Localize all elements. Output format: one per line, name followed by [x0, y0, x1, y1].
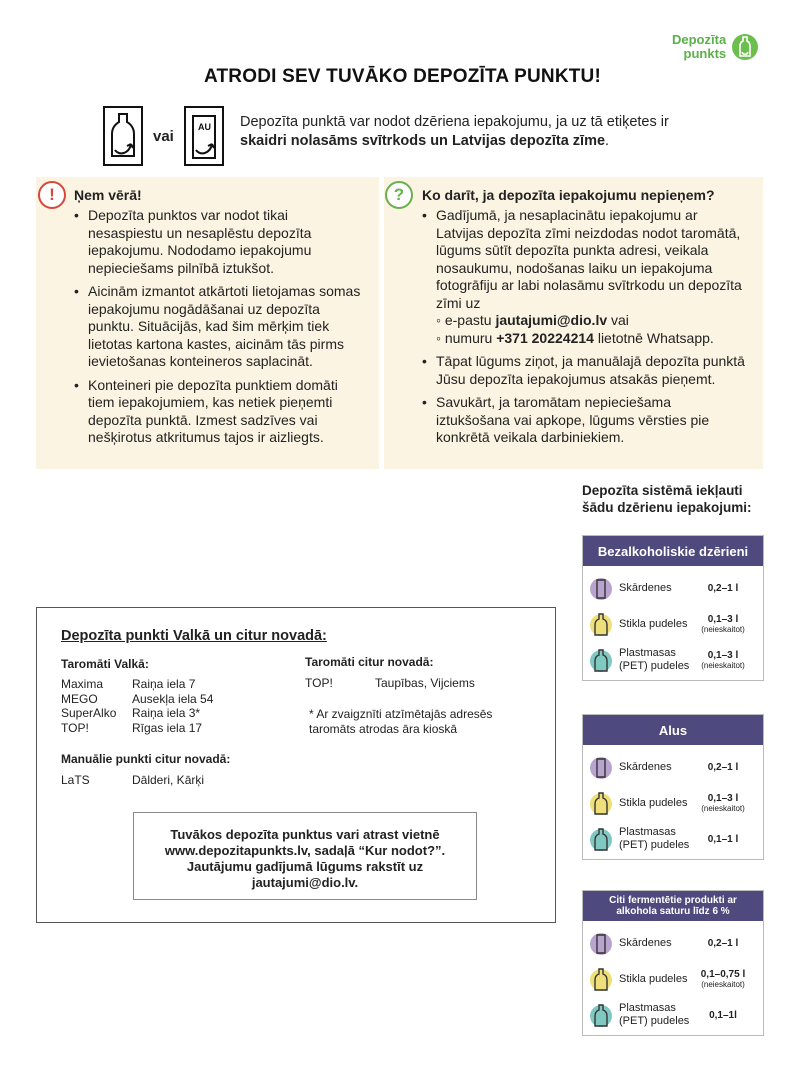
- row-note: (neieskaitot): [701, 980, 745, 989]
- phone-post: lietotnē Whatsapp.: [593, 329, 714, 346]
- can-icon: [589, 754, 613, 780]
- row-name: Plastmasas (PET) pudeles: [619, 826, 690, 851]
- note-box: [36, 177, 379, 469]
- row-name: Skārdenes: [619, 581, 672, 594]
- category-row: [583, 925, 763, 961]
- footnote: * Ar zvaigznīti atzīmētajās adresēs taromāts atrodas āra kioskā: [309, 707, 493, 736]
- note-item: • Konteineri pie depozīta punktiem domāti tiem iepakojumiem, kas netiek pieņemti depozīta punktā. Izmest sadzīves vai nešķirotus atkritumus tajos ir aizliegts.: [74, 377, 363, 447]
- warning-icon: !: [38, 181, 66, 209]
- category-soft-drinks: [582, 535, 764, 681]
- locations-panel: [36, 607, 556, 923]
- glass-bottle-icon: [589, 611, 613, 637]
- valka-shops: [61, 677, 133, 735]
- category-row: [583, 821, 763, 857]
- system-title: Depozīta sistēmā iekļauti šādu dzērienu iepakojumi:: [582, 483, 752, 515]
- row-name: Plastmasas (PET) pudeles: [619, 647, 690, 672]
- note-item: • Aicinām izmantot atkārtoti lietojamas somas iepakojumu nogādāšanai uz depozīta punktu. Situācijās, kad šim mērķim tiek lietotas kartona kastes, aicinām tās pirms ievietošanas konteineros saplacināt.: [74, 283, 363, 371]
- note-item: • Depozīta punktos var nodot tikai nesaspiestu un nesaplēstu depozīta iepakojumu. Nododamo iepakojumu nepieciešams pilnībā iztukšot.: [74, 207, 363, 277]
- row-name: Skārdenes: [619, 936, 672, 949]
- category-title: Citi fermentētie produkti ar alkohola saturu līdz 6 %: [583, 891, 763, 921]
- phone-pre: ◦ numuru: [436, 329, 497, 346]
- shop-name: Maxima: [61, 677, 104, 691]
- row-name: Stikla pudeles: [619, 617, 688, 630]
- pet-bottle-icon: [589, 647, 613, 673]
- help-email: jautajumi@dio.lv: [495, 312, 608, 328]
- help-item-text: Gadījumā, ja nesaplacinātu iepakojumu ar Latvijas depozīta zīmi neizdodas nodot taromātā, lūgums sūtīt depozīta punkta adresi, veikala nosaukumu, nodošanas laiku un iepakojuma fotogrāfiju ar labi nolasāmu svītrkodu un depozīta zīmi uz: [436, 207, 742, 311]
- row-vol: 0,2–1 l: [707, 761, 739, 773]
- category-row: [583, 749, 763, 785]
- pet-bottle-icon: [589, 826, 613, 852]
- help-phone-line: [436, 330, 747, 348]
- category-beer: [582, 714, 764, 860]
- shop-address: Ausekļa iela 54: [132, 691, 214, 706]
- page-title: ATRODI SEV TUVĀKO DEPOZĪTA PUNKTU!: [203, 66, 601, 87]
- email-pre: ◦ e-pastu: [436, 312, 496, 328]
- row-volume: [693, 762, 753, 773]
- logo-line2: punkts: [683, 46, 727, 61]
- question-icon: ?: [385, 181, 413, 209]
- row-vol: 0,2–1 l: [707, 582, 739, 594]
- row-volume: [693, 969, 753, 989]
- valka-heading: Taromāti Valkā:: [61, 657, 149, 671]
- category-row: [583, 785, 763, 821]
- other-heading: Taromāti citur novadā:: [305, 655, 434, 669]
- row-vol: 0,1–3 l: [707, 793, 739, 804]
- valka-addresses: [132, 677, 282, 735]
- help-box: [384, 177, 763, 469]
- intro-post: .: [605, 133, 610, 149]
- shop-address: Rīgas iela 17: [132, 720, 203, 735]
- row-name: Stikla pudeles: [619, 796, 688, 809]
- row-note: (neieskaitot): [701, 804, 745, 813]
- intro-bold: skaidri nolasāms svītrkods un Latvijas depozīta zīme: [240, 133, 606, 149]
- can-badge-label: AU: [197, 122, 211, 132]
- manual-address: Dālderi, Kārķi: [132, 773, 205, 787]
- can-icon: [589, 575, 613, 601]
- category-title: Alus: [583, 715, 763, 745]
- row-note: (neieskaitot): [701, 661, 745, 670]
- locations-heading: Depozīta punkti Valkā un citur novadā:: [61, 628, 327, 644]
- row-vol: 0,1–1l: [709, 1009, 737, 1021]
- row-vol: 0,1–3 l: [707, 614, 739, 625]
- logo: [672, 32, 758, 62]
- help-email-line: [436, 312, 747, 330]
- row-volume: [693, 793, 753, 813]
- row-name: Stikla pudeles: [619, 972, 688, 985]
- shop-name: MEGO: [61, 691, 98, 706]
- row-vol: 0,2–1 l: [707, 937, 739, 949]
- category-row: [583, 606, 763, 642]
- category-title: Bezalkoholiskie dzērieni: [583, 536, 763, 566]
- help-item: • Tāpat lūgums ziņot, ja manuālajā depozīta punktā Jūsu depozīta iepakojumus atsakās pieņemt.: [422, 353, 747, 388]
- help-item: [422, 207, 747, 347]
- help-item: • Savukārt, ja taromātam nepieciešama iztukšošana vai apkope, lūgums vērsties pie konkrētā veikala darbiniekiem.: [422, 394, 747, 447]
- deposit-bottle-icon: [103, 106, 143, 166]
- row-name: Skārdenes: [619, 760, 672, 773]
- row-vol: 0,1–0,75 l: [700, 969, 746, 980]
- manual-heading: Manuālie punkti citur novadā:: [61, 752, 231, 766]
- or-label: vai: [153, 127, 174, 145]
- manual-shop: LaTS: [61, 773, 90, 787]
- note-heading: Ņem vērā!: [74, 187, 142, 203]
- help-phone: +371 20224214: [496, 329, 594, 346]
- category-fermented: [582, 890, 764, 1036]
- glass-bottle-icon: [589, 790, 613, 816]
- intro-text: [240, 113, 710, 151]
- row-volume: [693, 834, 753, 845]
- row-volume: [693, 583, 753, 594]
- shop-address: Raiņa iela 7: [132, 677, 196, 691]
- email-post: vai: [607, 312, 629, 328]
- category-row: [583, 642, 763, 678]
- row-volume: [693, 938, 753, 949]
- deposit-marks: [103, 106, 224, 166]
- category-row: [583, 570, 763, 606]
- logo-line1: Depozīta: [672, 32, 727, 47]
- info-box: Tuvākos depozīta punktus vari atrast vietnē www.depozitapunkts.lv, sadaļā “Kur nodot?”. Jautājumu gadījumā lūgums rakstīt uz jautajumi@dio.lv.: [133, 812, 477, 900]
- shop-address: Raiņa iela 3*: [132, 706, 201, 720]
- category-row: [583, 961, 763, 997]
- other-shop: TOP!: [305, 676, 333, 690]
- shop-name: TOP!: [61, 720, 89, 735]
- bottle-logo-icon: [732, 32, 758, 62]
- row-volume: [693, 614, 753, 634]
- help-heading: Ko darīt, ja depozīta iepakojumu nepieņem?: [422, 187, 715, 203]
- logo-text: [672, 33, 726, 61]
- can-icon: [589, 930, 613, 956]
- shop-name: SuperAlko: [61, 706, 117, 720]
- row-note: (neieskaitot): [701, 625, 745, 634]
- note-list: [74, 207, 363, 447]
- deposit-can-icon: [184, 106, 224, 166]
- row-vol: 0,1–3 l: [707, 650, 739, 661]
- other-address: Taupības, Vijciems: [375, 676, 475, 690]
- row-volume: [693, 1010, 753, 1021]
- row-name: Plastmasas (PET) pudeles: [619, 1002, 690, 1027]
- category-row: [583, 997, 763, 1033]
- row-volume: [693, 650, 753, 670]
- help-list: [422, 207, 747, 447]
- pet-bottle-icon: [589, 1002, 613, 1028]
- intro-pre: Depozīta punktā var nodot dzēriena iepakojumu, ja uz tā etiķetes ir: [240, 114, 669, 130]
- glass-bottle-icon: [589, 966, 613, 992]
- row-vol: 0,1–1 l: [707, 833, 739, 845]
